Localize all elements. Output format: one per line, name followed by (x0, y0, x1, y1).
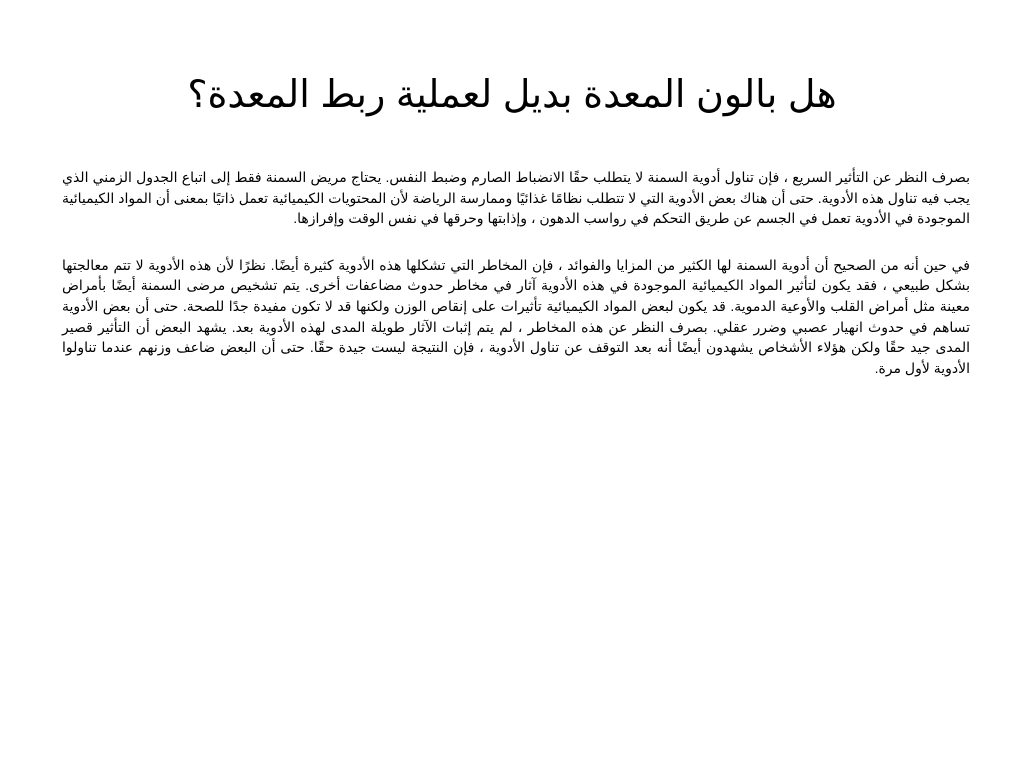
slide-body (62, 167, 970, 404)
body-paragraph-1: بصرف النظر عن التأثير السريع ، فإن تناول أدوية السمنة لا يتطلب حقًا الانضباط الصارم وضبط النفس. يحتاج مريض السمنة فقط إلى اتباع الجدول الزمني الذي يجب فيه تناول هذه الأدوية. حتى أن هناك بعض الأدوية التي لا تتطلب نظامًا غذائيًا وممارسة الرياضة لأن المحتويات الكيميائية تعمل ذاتيًا بمعنى أن المواد الكيميائية الموجودة في الأدوية تعمل في الجسم عن طريق التحكم في رواسب الدهون ، وإذابتها وحرقها في نفس الوقت وإفرازها. (62, 169, 970, 227)
body-paragraph-2: في حين أنه من الصحيح أن أدوية السمنة لها الكثير من المزايا والفوائد ، فإن المخاطر التي تشكلها هذه الأدوية كثيرة أيضًا. نظرًا لأن هذه الأدوية لا تتم معالجتها بشكل طبيعي ، فقد يكون لتأثير المواد الكيميائية الموجودة في هذه الأدوية آثار في مخاطر حدوث مضاعفات أخرى. يتم تشخيص مرضى السمنة أيضًا بأمراض معينة مثل أمراض القلب والأوعية الدموية. قد يكون لبعض المواد الكيميائية تأثيرات على إنقاص الوزن ولكنها قد لا تكون مفيدة جدًا للصحة. حتى أن بعض الأدوية تساهم في حدوث انهيار عصبي وضرر عقلي. بصرف النظر عن هذه المخاطر ، لم يتم إثبات الآثار طويلة المدى لهذه الأدوية بعد. يشهد البعض أن التأثير قصير المدى جيد حقًا ولكن هؤلاء الأشخاص يشهدون أيضًا أنه بعد التوقف عن تناول الأدوية ، فإن النتيجة ليست جيدة حقًا. حتى أن البعض ضاعف وزنهم عندما تناولوا الأدوية لأول مرة. (62, 256, 970, 376)
slide-title: هل بالون المعدة بديل لعملية ربط المعدة؟ (187, 74, 837, 116)
